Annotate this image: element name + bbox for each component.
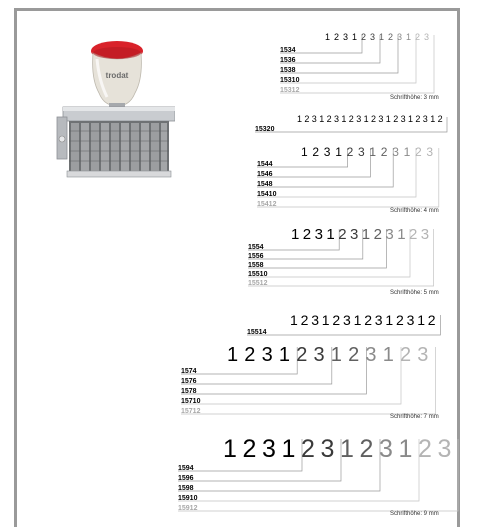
stamp-digit: 1 xyxy=(408,114,414,124)
model-code: 1538 xyxy=(280,67,296,74)
stamp-digit: 3 xyxy=(323,145,331,159)
stamp-digit: 2 xyxy=(334,32,340,42)
stamp-digit: 3 xyxy=(320,435,335,463)
stamp-digit: 2 xyxy=(393,114,399,124)
model-code: 1594 xyxy=(178,465,194,472)
model-code: 1534 xyxy=(280,47,296,54)
font-height-caption: Schrifthöhe: 4 mm xyxy=(390,208,439,214)
stamp-digit: 2 xyxy=(361,32,367,42)
font-height-caption: Schrifthöhe: 7 mm xyxy=(390,414,439,420)
model-bracket-line xyxy=(280,32,416,83)
model-code: 1596 xyxy=(178,475,194,482)
model-bracket-line xyxy=(178,435,458,511)
model-code: 1548 xyxy=(257,181,273,188)
stamp-digit: 1 xyxy=(403,145,411,159)
stamp-digit: 3 xyxy=(378,114,384,124)
model-code: 15712 xyxy=(181,408,201,415)
stamp-digit: 3 xyxy=(356,114,362,124)
stamp-digit: 1 xyxy=(369,145,377,159)
stamp-digit: 3 xyxy=(400,114,406,124)
model-code: 15310 xyxy=(280,77,300,84)
stamp-digit: 1 xyxy=(326,226,335,243)
font-height-caption: Schrifthöhe: 3 mm xyxy=(390,95,439,101)
stamp-digit: 2 xyxy=(296,344,308,366)
stamp-digit: 3 xyxy=(406,312,415,328)
stamp-digit: 3 xyxy=(392,145,399,159)
model-code: 15710 xyxy=(181,398,201,405)
model-code: 1546 xyxy=(257,171,273,178)
stamp-digit: 3 xyxy=(343,312,351,328)
stamp-digit: 3 xyxy=(397,32,403,42)
stamp-digit: 2 xyxy=(415,114,421,124)
stamp-digit: 1 xyxy=(398,435,413,463)
stamp-digit: 2 xyxy=(332,312,341,328)
stamp-digit: 1 xyxy=(321,312,330,328)
stamp-digit: 3 xyxy=(314,226,323,243)
stamp-digit: 2 xyxy=(300,312,309,328)
stamp-digit: 2 xyxy=(415,32,421,42)
stamp-digit: 3 xyxy=(426,145,434,159)
stamp-digit: 3 xyxy=(311,312,319,328)
model-code: 1544 xyxy=(257,161,273,168)
model-bracket-line xyxy=(280,32,434,93)
stamp-digit: 3 xyxy=(358,145,365,159)
model-code: 1556 xyxy=(248,253,264,260)
model-code: 15410 xyxy=(257,191,277,198)
stamp-digit: 1 xyxy=(385,312,394,328)
stamp-digit: 1 xyxy=(397,226,406,243)
model-code: 1574 xyxy=(181,368,197,375)
stamp-digit: 3 xyxy=(420,226,430,243)
model-code: 15510 xyxy=(248,271,268,278)
stamp-digit: 2 xyxy=(373,226,382,243)
model-code: 1578 xyxy=(181,388,197,395)
stamp-digit: 1 xyxy=(297,114,303,124)
stamp-digit: 2 xyxy=(348,344,360,366)
font-height-caption: Schrifthöhe: 9 mm xyxy=(390,511,439,517)
stamp-digit: 3 xyxy=(417,344,429,366)
stamp-digit: 2 xyxy=(348,114,354,124)
stamp-digit: 2 xyxy=(301,435,315,463)
stamp-digit: 1 xyxy=(417,312,425,328)
model-code: 15312 xyxy=(280,87,300,94)
stamp-digit: 3 xyxy=(365,344,377,366)
stamp-digit: 2 xyxy=(242,435,257,463)
stamp-digit: 2 xyxy=(380,145,388,159)
stamp-digit: 1 xyxy=(353,312,362,328)
stamp-digit: 3 xyxy=(334,114,340,124)
model-code: 15910 xyxy=(178,495,198,502)
stamp-digit: 1 xyxy=(319,114,325,124)
stamp-digit: 2 xyxy=(418,435,432,463)
stamp-digit: 1 xyxy=(361,226,371,243)
stamp-digit: 2 xyxy=(359,435,374,463)
stamp-digit: 1 xyxy=(290,312,298,328)
font-height-caption: Schrifthöhe: 5 mm xyxy=(390,290,439,296)
stamp-digit: 2 xyxy=(364,312,372,328)
stamp-digit: 1 xyxy=(335,145,342,159)
stamp-digit: 2 xyxy=(304,114,310,124)
stamp-digit: 1 xyxy=(379,32,385,42)
product-sheet xyxy=(14,8,460,527)
stamp-digit: 1 xyxy=(406,32,412,42)
model-code: 15514 xyxy=(247,329,267,336)
stamp-digit: 2 xyxy=(427,312,436,328)
stamp-digit: 2 xyxy=(326,114,332,124)
model-bracket-line xyxy=(178,435,341,481)
stamp-digit: 2 xyxy=(409,226,418,243)
stamp-digit: 1 xyxy=(382,344,394,366)
stamp-digit: 1 xyxy=(301,145,308,159)
brand-logo: trodat xyxy=(105,71,129,80)
stamp-digit: 2 xyxy=(388,32,394,42)
stamp-digit: 2 xyxy=(312,145,320,159)
model-code: 15320 xyxy=(255,126,275,133)
stamp-digit: 2 xyxy=(415,145,422,159)
stamp-digit: 2 xyxy=(338,226,347,243)
model-code: 1576 xyxy=(181,378,197,385)
stamp-digit: 1 xyxy=(330,344,342,366)
model-code: 15412 xyxy=(257,201,277,208)
model-bracket-line xyxy=(181,344,332,384)
stamp-digit: 1 xyxy=(352,32,358,42)
model-code: 15912 xyxy=(178,505,198,512)
model-code: 15512 xyxy=(248,280,268,287)
stamp-digit: 1 xyxy=(363,114,369,124)
stamp-digit: 2 xyxy=(396,312,404,328)
stamp-digit: 1 xyxy=(385,114,391,124)
stamp-digit: 2 xyxy=(400,344,412,366)
model-code: 1536 xyxy=(280,57,296,64)
stamp-digit: 3 xyxy=(350,226,359,243)
model-code: 1554 xyxy=(248,244,264,251)
stamp-digit: 3 xyxy=(374,312,383,328)
stamp-digit: 3 xyxy=(379,435,393,463)
stamp-digit: 3 xyxy=(311,114,317,124)
stamp-digit: 1 xyxy=(281,435,296,463)
stamp-digit: 1 xyxy=(223,435,237,463)
stamp-digit: 1 xyxy=(325,32,331,42)
stamp-digit: 3 xyxy=(385,226,394,243)
stamp-digit: 3 xyxy=(424,32,430,42)
stamp-digit: 1 xyxy=(340,435,354,463)
stamp-digit: 1 xyxy=(227,344,239,366)
stamp-digit: 1 xyxy=(278,344,291,366)
stamp-digit: 3 xyxy=(313,344,325,366)
stamp-digit: 1 xyxy=(291,226,300,243)
stamp-digit: 3 xyxy=(261,344,273,366)
guide-lines xyxy=(17,11,463,530)
stamp-digit: 3 xyxy=(343,32,349,42)
stamp-digit: 2 xyxy=(437,114,443,124)
stamp-digit: 3 xyxy=(370,32,376,42)
model-code: 1598 xyxy=(178,485,194,492)
stamp-digit: 2 xyxy=(346,145,354,159)
stamp-digit: 2 xyxy=(371,114,377,124)
stamp-digit: 1 xyxy=(430,114,436,124)
model-code: 1558 xyxy=(248,262,264,269)
stamp-digit: 3 xyxy=(262,435,276,463)
stamp-digit: 2 xyxy=(244,344,256,366)
stamp-digit: 3 xyxy=(437,435,452,463)
stamp-digit: 1 xyxy=(341,114,347,124)
stamp-digit: 3 xyxy=(422,114,428,124)
stamp-digit: 2 xyxy=(302,226,312,243)
